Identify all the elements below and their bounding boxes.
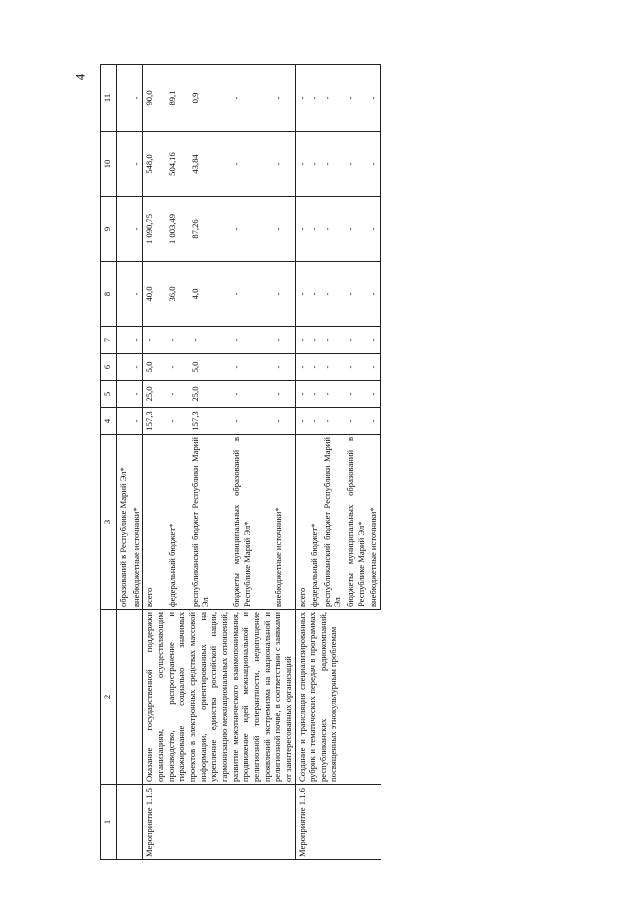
value-cell: - bbox=[308, 262, 321, 327]
value-cell: 157,3 bbox=[143, 408, 166, 435]
column-number: 4 bbox=[101, 408, 117, 435]
value-cell: - bbox=[130, 327, 143, 354]
value-cell: - bbox=[367, 381, 380, 408]
page-number: 4 bbox=[72, 73, 88, 81]
value-cell: - bbox=[295, 327, 308, 354]
value-cell: 90,0 bbox=[143, 65, 166, 132]
value-cell: - bbox=[272, 381, 295, 408]
value-cell: - bbox=[166, 408, 189, 435]
column-number: 3 bbox=[101, 435, 117, 610]
value-cell: - bbox=[130, 408, 143, 435]
measure-id-cell: Мероприятие 1.1.6 bbox=[295, 785, 381, 860]
value-cell: 25,0 bbox=[143, 381, 166, 408]
column-number: 8 bbox=[101, 262, 117, 327]
value-cell: - bbox=[308, 132, 321, 197]
value-cell: - bbox=[344, 327, 367, 354]
value-cell: - bbox=[321, 327, 344, 354]
value-cell: - bbox=[344, 197, 367, 262]
value-cell: - bbox=[166, 354, 189, 381]
source-cell: внебюджетные источники* bbox=[272, 435, 295, 610]
column-number: 9 bbox=[101, 197, 117, 262]
value-cell: - bbox=[295, 65, 308, 132]
source-cell: республиканский бюджет Республики Марий Эл bbox=[189, 435, 230, 610]
value-cell: - bbox=[344, 262, 367, 327]
value-cell: - bbox=[308, 327, 321, 354]
value-cell: 43,84 bbox=[189, 132, 230, 197]
value-cell: 504,16 bbox=[166, 132, 189, 197]
value-cell: - bbox=[295, 408, 308, 435]
value-cell: - bbox=[230, 381, 271, 408]
value-cell: - bbox=[130, 132, 143, 197]
value-cell: - bbox=[230, 132, 271, 197]
value-cell: - bbox=[143, 327, 166, 354]
value-cell: - bbox=[367, 354, 380, 381]
table-row bbox=[117, 65, 130, 860]
value-cell: - bbox=[272, 197, 295, 262]
source-cell: образований в Республике Марий Эл* bbox=[117, 435, 130, 610]
value-cell: - bbox=[344, 408, 367, 435]
column-number: 6 bbox=[101, 354, 117, 381]
column-number: 7 bbox=[101, 327, 117, 354]
value-cell: 4,0 bbox=[189, 262, 230, 327]
value-cell: 87,26 bbox=[189, 197, 230, 262]
value-cell: - bbox=[230, 408, 271, 435]
value-cell: - bbox=[321, 381, 344, 408]
value-cell: - bbox=[272, 408, 295, 435]
value-cell: - bbox=[295, 197, 308, 262]
value-cell: - bbox=[130, 354, 143, 381]
value-cell: 0,9 bbox=[189, 65, 230, 132]
value-cell: 5,0 bbox=[143, 354, 166, 381]
source-cell: бюджеты муниципальных образований в Республике Марий Эл* bbox=[230, 435, 271, 610]
table-row bbox=[130, 65, 143, 860]
value-cell: 89,1 bbox=[166, 65, 189, 132]
value-cell: - bbox=[189, 327, 230, 354]
value-cell: 157,3 bbox=[189, 408, 230, 435]
measure-description-cell: Создание и трансляция специализированных рубрик и тематических передач в программах республиканских радиокомпаний, посвященных этнокультурным проблемам bbox=[295, 610, 381, 785]
value-cell: - bbox=[367, 262, 380, 327]
source-cell: федеральный бюджет* bbox=[166, 435, 189, 610]
source-cell: бюджеты муниципальных образований в Республике Марий Эл* bbox=[344, 435, 367, 610]
value-cell: - bbox=[166, 327, 189, 354]
value-cell: - bbox=[344, 65, 367, 132]
value-cell: - bbox=[321, 262, 344, 327]
rotated-table-container bbox=[100, 65, 530, 860]
value-cell: - bbox=[295, 381, 308, 408]
table-row bbox=[143, 65, 166, 860]
value-cell: - bbox=[272, 327, 295, 354]
measure-id-cell: Мероприятие 1.1.5 bbox=[143, 785, 295, 860]
value-cell: 5,0 bbox=[189, 354, 230, 381]
value-cell: - bbox=[166, 381, 189, 408]
source-cell: республиканский бюджет Республики Марий Эл bbox=[321, 435, 344, 610]
value-cell: - bbox=[344, 381, 367, 408]
column-number: 5 bbox=[101, 381, 117, 408]
measure-id-cell bbox=[117, 785, 130, 860]
column-number: 10 bbox=[101, 132, 117, 197]
value-cell: - bbox=[272, 354, 295, 381]
value-cell: - bbox=[321, 65, 344, 132]
value-cell: - bbox=[367, 197, 380, 262]
value-cell: - bbox=[230, 354, 271, 381]
financing-table bbox=[100, 64, 381, 860]
source-cell: внебюджетные источники* bbox=[130, 435, 143, 610]
value-cell: 1 003,49 bbox=[166, 197, 189, 262]
value-cell: - bbox=[130, 381, 143, 408]
source-cell: всего bbox=[143, 435, 166, 610]
source-cell: федеральный бюджет* bbox=[308, 435, 321, 610]
value-cell: - bbox=[272, 65, 295, 132]
value-cell: - bbox=[308, 197, 321, 262]
value-cell: - bbox=[308, 65, 321, 132]
value-cell: - bbox=[230, 197, 271, 262]
value-cell: 40,0 bbox=[143, 262, 166, 327]
value-cell: 25,0 bbox=[189, 381, 230, 408]
column-number-row bbox=[101, 65, 117, 860]
source-cell: внебюджетные источники* bbox=[367, 435, 380, 610]
value-cell: - bbox=[130, 262, 143, 327]
column-number: 2 bbox=[101, 610, 117, 785]
value-cell: 548,0 bbox=[143, 132, 166, 197]
value-cell: - bbox=[321, 132, 344, 197]
value-cell: - bbox=[295, 354, 308, 381]
value-cell: 36,0 bbox=[166, 262, 189, 327]
column-number: 11 bbox=[101, 65, 117, 132]
value-cell: - bbox=[230, 262, 271, 327]
value-cell: - bbox=[308, 381, 321, 408]
value-cell: - bbox=[230, 327, 271, 354]
source-cell: всего bbox=[295, 435, 308, 610]
value-cell: - bbox=[295, 262, 308, 327]
value-cell: - bbox=[367, 327, 380, 354]
value-cell: - bbox=[367, 408, 380, 435]
value-cell: - bbox=[344, 132, 367, 197]
value-cell: - bbox=[367, 132, 380, 197]
value-cell: - bbox=[308, 408, 321, 435]
value-cell: - bbox=[272, 132, 295, 197]
value-cell: 1 090,75 bbox=[143, 197, 166, 262]
value-cell: - bbox=[130, 65, 143, 132]
value-cell: - bbox=[344, 354, 367, 381]
measure-description-cell bbox=[117, 610, 130, 785]
measure-description-cell: Оказание государственной поддержки организациям, осуществляющим производство, распространение и тиражирование социально значимых проектов в электронных средствах массовой информации, ориентированных на укрепление единства российской нации, гармонизацию межнациональных отношений, развитие межэтнического взаимопонимания, продвижение идей межнациональной и религиозной толерантности, недопущение проявлений экстремизма на национальной и религиозной почве, в соответствии с заявками от заинтересованных организаций bbox=[143, 610, 295, 785]
value-cell: - bbox=[321, 354, 344, 381]
value-cell: - bbox=[367, 65, 380, 132]
value-cell: - bbox=[321, 197, 344, 262]
value-cell: - bbox=[272, 262, 295, 327]
value-cell: - bbox=[230, 65, 271, 132]
table-row bbox=[295, 65, 308, 860]
column-number: 1 bbox=[101, 785, 117, 860]
value-cell: - bbox=[308, 354, 321, 381]
value-cell: - bbox=[130, 197, 143, 262]
value-cell: - bbox=[321, 408, 344, 435]
value-cell: - bbox=[295, 132, 308, 197]
